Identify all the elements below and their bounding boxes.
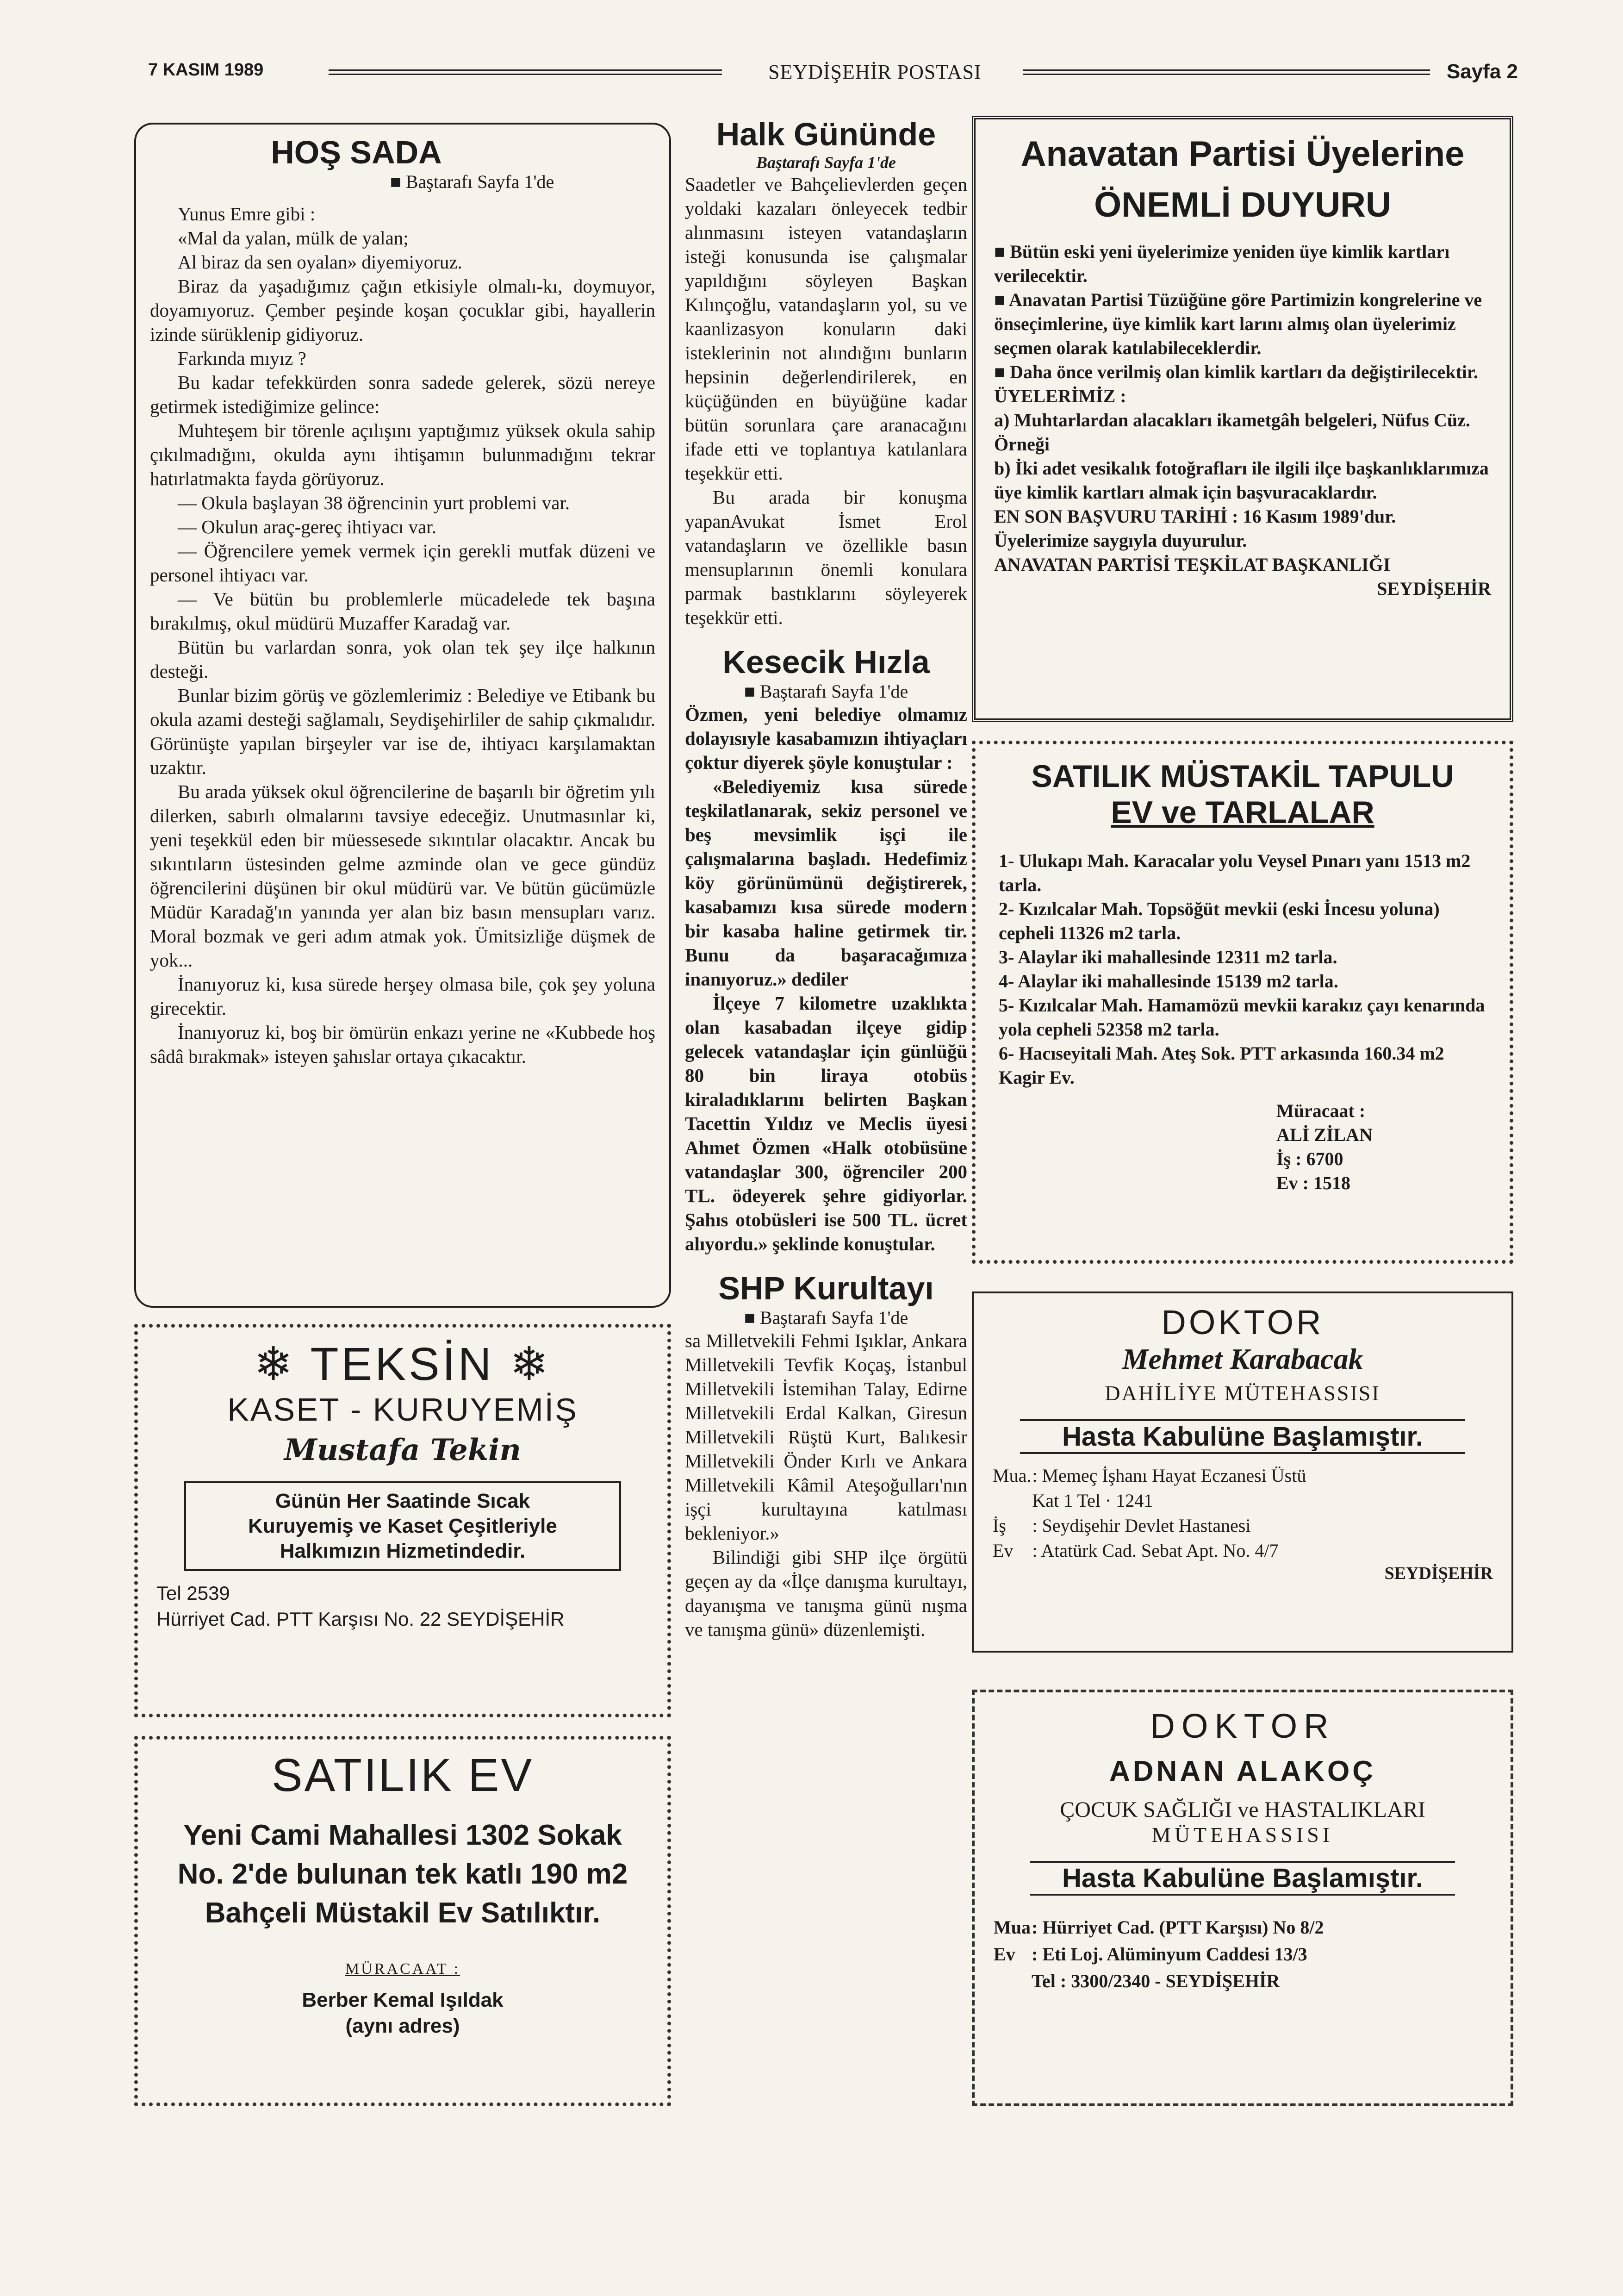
kesecik-continued: ■ Baştarafı Sayfa 1'de (744, 681, 908, 702)
paragraph: İnanıyoruz ki, boş bir ömürün enkazı yerine ne «Kubbede hoş sâdâ bırakmak» isteyen şahıslar ortaya çıkacaktır. (150, 1022, 655, 1067)
halk-gununde-body (685, 172, 967, 630)
page-number: Sayfa 2 (1446, 60, 1518, 83)
table-row (993, 1914, 1324, 1941)
anavatan-signature: ANAVATAN PARTİSİ TEŞKİLAT BAŞKANLIĞI (994, 554, 1391, 575)
contact-address: (aynı adres) (345, 2015, 460, 2037)
paragraph: — Öğrencilere yemek vermek için gerekli mutfak düzeni ve personel ihtiyacı var. (150, 540, 655, 586)
shp-title: SHP Kurultayı (718, 1270, 934, 1306)
row-value: : Atatürk Cad. Sebat Apt. No. 4/7 (1032, 1540, 1279, 1561)
paragraph: — Okula başlayan 38 öğrencinin yurt problemi var. (178, 492, 570, 513)
slogan-line: Kuruyemiş ve Kaset Çeşitleriyle (248, 1515, 557, 1537)
row-key (992, 1488, 1032, 1513)
list-item: 5- Kızılcalar Mah. Hamamözü mevkii karakız çayı kenarında yola cepheli 52358 m2 tarla. (999, 995, 1485, 1040)
teksin-subtitle: KASET - KURUYEMİŞ (227, 1391, 578, 1428)
teksin-name: TEKSİN (310, 1338, 494, 1390)
anavatan-announcement (972, 116, 1513, 722)
row-key: Mua. (993, 1465, 1032, 1486)
paragraph: Al biraz da sen oyalan» diyemiyoruz. (178, 251, 462, 273)
page-header (148, 60, 1518, 93)
list-item: a) Muhtarlardan alacakları ikametgâh belgeleri, Nüfus Cüz. Örneği (994, 410, 1470, 455)
satilik-ev-title: SATILIK EV (271, 1749, 534, 1801)
teksin-tel: Tel 2539 (156, 1582, 230, 1604)
middle-column (685, 116, 967, 2120)
paragraph: Muhteşem bir törenle açılışını yaptığımız yüksek okula sahip çıkılmadığını, okulda aynı ihtişamın bulunmadığını tekrar hatırlatmakta fayda görüyoruz. (150, 420, 655, 489)
list-item: 3- Alaylar iki mahallesinde 12311 m2 tarla. (999, 947, 1337, 967)
paragraph: Özmen, yeni belediye olmamız dolayısıyle kasabamızın ihtiyaçları çoktur diyerek şöyle konuştular : (685, 704, 967, 773)
shp-body (685, 1329, 967, 1641)
paragraph: Saadetler ve Bahçelievlerden geçen yoldaki kazaları önleyecek tedbir alınmasını isteyen vatandaşların isteği konusunda ise çalışmalar yapıldığını söyleyen Başkan Kılınçoğlu, vatandaşların yol, su ve kaanlizasyon konuların daki isteklerinin not alındığını bunların hepsinin değerlendirilerek, en küçüğünden en büyüğüne kadar bütün sorunlara çare aranacağını ifade etti ve toplantıya katılanlara teşekkür etti. (685, 174, 967, 484)
list-item: ■ Bütün eski yeni üyelerimize yeniden üye kimlik kartları verilecektir. (994, 241, 1450, 286)
paragraph: «Mal da yalan, mülk de yalan; (178, 227, 409, 249)
row-key: Ev (993, 1540, 1014, 1561)
mustakil-title: SATILIK MÜSTAKİL TAPULU (1031, 759, 1454, 794)
paragraph: İlçeye 7 kilometre uzaklıkta olan kasabadan ilçeye gidip gelecek vatandaşlar için günlüğü 80 bin liraya otobüs kiraladıklarını belirten Başkan Tacettin Yıldız ve Meclis üyesi Ahmet Özmen «Halk otobüsüne vatandaşlar 300, öğrenciler 200 TL. ödeyerek şehre gidiyorlar. Şahıs otobüsleri ise 500 TL. ücret alıyordu.» şeklinde konuştular. (685, 992, 967, 1254)
slogan-line: Halkımızın Hizmetindedir. (280, 1540, 526, 1562)
row-value: : Eti Loj. Alüminyum Caddesi 13/3 (1032, 1944, 1307, 1965)
satilik-ev-muracaat: MÜRACAAT : (345, 1960, 460, 1978)
satilik-ev-ad (134, 1736, 671, 2106)
anavatan-members-label: ÜYELERİMİZ : (994, 386, 1126, 406)
anavatan-title: Anavatan Partisi Üyelerine (1020, 134, 1465, 174)
paragraph: Bütün bu varlardan sonra, yok olan tek şey ilçe halkının desteği. (150, 636, 655, 682)
header-rule-left (329, 69, 722, 75)
row-key: Ev (994, 1944, 1015, 1965)
mustakil-ad (972, 741, 1513, 1264)
doctor-title: DOKTOR (1161, 1303, 1324, 1341)
paragraph: İnanıyoruz ki, kısa sürede herşey olmasa bile, çok şey yoluna girecektir. (150, 973, 655, 1019)
mustakil-contact (1276, 1099, 1486, 1195)
continued-label: Baştarafı Sayfa 1'de (759, 1307, 908, 1328)
paragraph: — Ve bütün bu problemlerle mücadelede tek başına bırakılmış, okul müdürü Muzaffer Karadağ var. (150, 588, 655, 634)
mustakil-subtitle: EV ve TARLALAR (1111, 795, 1374, 830)
row-value: : Hürriyet Cad. (PTT Karşısı) No 8/2 (1032, 1917, 1324, 1938)
shp-continued: ■ Baştarafı Sayfa 1'de (744, 1307, 908, 1328)
table-row (993, 1941, 1324, 1968)
hos-sada-continued: ■ Baştarafı Sayfa 1'de (390, 171, 554, 192)
table-row (992, 1513, 1306, 1538)
mustakil-items (999, 849, 1486, 1090)
hos-sada-body (150, 202, 655, 1068)
table-row (992, 1463, 1306, 1488)
anavatan-bullets (994, 240, 1491, 384)
work-phone: İş : 6700 (1276, 1148, 1343, 1169)
doctor-city: SEYDİŞEHİR (1384, 1564, 1493, 1583)
doctor-karabacak-ad (972, 1292, 1513, 1653)
contact-name: ALİ ZİLAN (1276, 1124, 1373, 1145)
body-line: Bahçeli Müstakil Ev Satılıktır. (205, 1897, 601, 1929)
paragraph: — Okulun araç-gereç ihtiyacı var. (178, 516, 436, 537)
hos-sada-title: HOŞ SADA (271, 134, 442, 170)
issue-date: 7 KASIM 1989 (148, 60, 264, 80)
star-icon: ❄ (254, 1338, 296, 1390)
anavatan-respect: Üyelerimize saygıyla duyurulur. (994, 530, 1247, 551)
home-phone: Ev : 1518 (1276, 1173, 1350, 1193)
doctor-name: ADNAN ALAKOÇ (1109, 1755, 1376, 1787)
list-item: b) İki adet vesikalık fotoğrafları ile ilgili ilçe başkanlıklarımıza üye kimlik kartları almak için başvuracaklardır. (994, 458, 1489, 503)
continued-label: Baştarafı Sayfa 1'de (405, 171, 554, 192)
satilik-ev-body (156, 1816, 649, 1933)
doctor-specialty-2: MÜTEHASSISI (1151, 1823, 1334, 1847)
list-item: 6- Hacıseyitali Mah. Ateş Sok. PTT arkasında 160.34 m2 Kagir Ev. (999, 1043, 1444, 1088)
paragraph: Bu kadar tefekkürden sonra sadede gelerek, sözü nereye getirmek istediğimize gelince: (150, 372, 655, 417)
paragraph: Yunus Emre gibi : (178, 203, 316, 225)
kesecik-body (685, 702, 967, 1256)
anavatan-items (994, 408, 1491, 505)
list-item: 1- Ulukapı Mah. Karacalar yolu Veysel Pınarı yanı 1513 m2 tarla. (999, 850, 1471, 895)
row-value: Tel : 3300/2340 - SEYDİŞEHİR (1032, 1971, 1280, 1991)
doctor-specialty: DAHİLİYE MÜTEHASSISI (1105, 1381, 1380, 1405)
anavatan-city: SEYDİŞEHİR (1377, 578, 1491, 599)
newspaper-name: SEYDİŞEHİR POSTASI (768, 61, 982, 83)
star-icon: ❄ (510, 1338, 552, 1390)
doctor-title: DOKTOR (1150, 1707, 1335, 1745)
muracaat-label: Müracaat : (1276, 1100, 1366, 1121)
teksin-contact (156, 1580, 649, 1632)
contact-name: Berber Kemal Işıldak (302, 1989, 504, 2011)
hos-sada-article (134, 123, 671, 1308)
row-value: Kat 1 Tel · 1241 (1032, 1490, 1153, 1511)
kesecik-title: Kesecik Hızla (722, 644, 930, 680)
row-key: Mua (994, 1917, 1031, 1938)
halk-gununde-continued: Baştarafı Sayfa 1'de (756, 153, 896, 172)
row-key: İş (993, 1515, 1006, 1536)
paragraph: Bu arada yüksek okul öğrencilerine de başarılı bir öğretim yılı dilerken, sabırlı olmalarını tavsiye edeceğiz. Unutmasınlar ki, yeni teşekkül eden bir müessesede sıkıntılar olacaktır. Ancak bu sıkıntıların üstesinden gelme azminde olan ve gece gündüz öğrencilerini düşünen bir okul müdürü var. Ve bütün gücümüzle Müdür Karadağ'ın yanında yer alan biz basın mensupları varız. Moral bozmak ve geri adım atmak yok. Ümitsizliğe düşmek de yok... (150, 781, 655, 971)
paragraph: Bu arada bir konuşma yapanAvukat İsmet Erol vatandaşların ve özellikle basın mensuplarının önemli konulara parmak bastıklarını söyleyerek teşekkür etti. (685, 487, 967, 628)
table-row (992, 1538, 1306, 1563)
slogan-line: Günün Her Saatinde Sıcak (275, 1490, 530, 1512)
paragraph: «Belediyemiz kısa sürede teşkilatlanarak, sekiz personel ve beş mevsimlik işçi ile çalışmalarına başladı. Hedefimiz köy görünümünü değiştirerek, kasabamızı kısa sürede modern bir kasaba haline getirmek tir. Bunu da başaracağımıza inanıyoruz.» dediler (685, 776, 967, 990)
paragraph: Bilindiği gibi SHP ilçe örgütü geçen ay da «İlçe danışma kurultayı, dayanışma ve tanışma günü nışma ve tanışma günü» düzenlemişti. (685, 1547, 967, 1640)
bullet-text: Bütün eski yeni üyelerimize yeniden üye kimlik kartları verilecektir. (994, 241, 1450, 286)
paragraph: Bunlar bizim görüş ve gözlemlerimiz : Belediye ve Etibank bu okula azami desteği sağlamalı, Seydişehirliler de sahip çıkmalıdır. Görünüşte yapılan birşeyler var ise de, ihtiyacı karşılamaktan uzaktır. (150, 685, 655, 778)
header-rule-right (1023, 69, 1430, 75)
list-item: ■ Anavatan Partisi Tüzüğüne göre Partimizin kongrelerine ve önseçimlerine, üye kimlik kart larını almış olan üyelerimiz seçmen olarak katılabileceklerdir. (994, 289, 1482, 358)
halk-gununde-title: Halk Gününde (716, 116, 936, 152)
anavatan-subtitle: ÖNEMLİ DUYURU (1094, 185, 1391, 225)
bullet-text: Daha önce verilmiş olan kimlik kartları da değiştirilecektir. (1010, 362, 1478, 382)
paragraph: sa Milletvekili Fehmi Işıklar, Ankara Milletvekili Tevfik Koçaş, İstanbul Milletvekili İstemihan Talay, Edirne Milletvekili Erdal Kalkan, Giresun Milletvekili Rüştü Kurt, Balıkesir Milletvekili Önder Kırlı ve Ankara Milletvekili Kâmil Ateşoğulları'nın işçi kurultayına katılması bekleniyor.» (685, 1330, 967, 1544)
list-item: 4- Alaylar iki mahallesinde 15139 m2 tarla. (999, 971, 1338, 992)
doctor-contacts (993, 1914, 1324, 1995)
teksin-title (156, 1337, 649, 1391)
paragraph: Farkında mıyız ? (178, 348, 306, 369)
teksin-owner: Mustafa Tekin (284, 1433, 521, 1467)
doctor-contacts (992, 1463, 1306, 1563)
teksin-slogan (184, 1481, 621, 1571)
doctor-specialty: ÇOCUK SAĞLIĞI ve HASTALIKLARI (1060, 1797, 1425, 1822)
anavatan-deadline: EN SON BAŞVURU TARİHİ : 16 Kasım 1989'dur. (994, 506, 1396, 527)
table-row (993, 1968, 1324, 1995)
row-key (993, 1968, 1031, 1995)
body-line: Yeni Cami Mahallesi 1302 Sokak (183, 1819, 622, 1851)
list-item: 2- Kızılcalar Mah. Topsöğüt mevkii (eski İncesu yoluna) cepheli 11326 m2 tarla. (999, 898, 1440, 943)
table-row (992, 1488, 1306, 1513)
doctor-name: Mehmet Karabacak (1122, 1342, 1363, 1375)
paragraph: Biraz da yaşadığımız çağın etkisiyle olmalı-kı, doymuyor, doyamıyoruz. Çember peşinde koşan çocuklar gibi, hayallerin izinde sürüklenip gidiyoruz. (150, 275, 655, 345)
doctor-notice: Hasta Kabulüne Başlamıştır. (1020, 1419, 1465, 1454)
doctor-alakoc-ad (972, 1690, 1513, 2106)
teksin-ad (134, 1324, 671, 1717)
teksin-address: Hürriyet Cad. PTT Karşısı No. 22 SEYDİŞEHİR (156, 1608, 565, 1630)
row-value: : Memeç İşhanı Hayat Eczanesi Üstü (1032, 1465, 1306, 1486)
bullet-text: Anavatan Partisi Tüzüğüne göre Partimizin kongrelerine ve önseçimlerine, üye kimlik kart larını almış olan üyelerimiz seçmen olarak katılabileceklerdir. (994, 289, 1482, 358)
body-line: No. 2'de bulunan tek katlı 190 m2 (177, 1858, 628, 1890)
satilik-ev-contact (156, 1987, 649, 2039)
continued-label: Baştarafı Sayfa 1'de (759, 681, 908, 702)
row-value: : Seydişehir Devlet Hastanesi (1032, 1515, 1251, 1536)
list-item: ■ Daha önce verilmiş olan kimlik kartları da değiştirilecektir. (994, 362, 1478, 382)
doctor-notice: Hasta Kabulüne Başlamıştır. (1030, 1861, 1455, 1896)
